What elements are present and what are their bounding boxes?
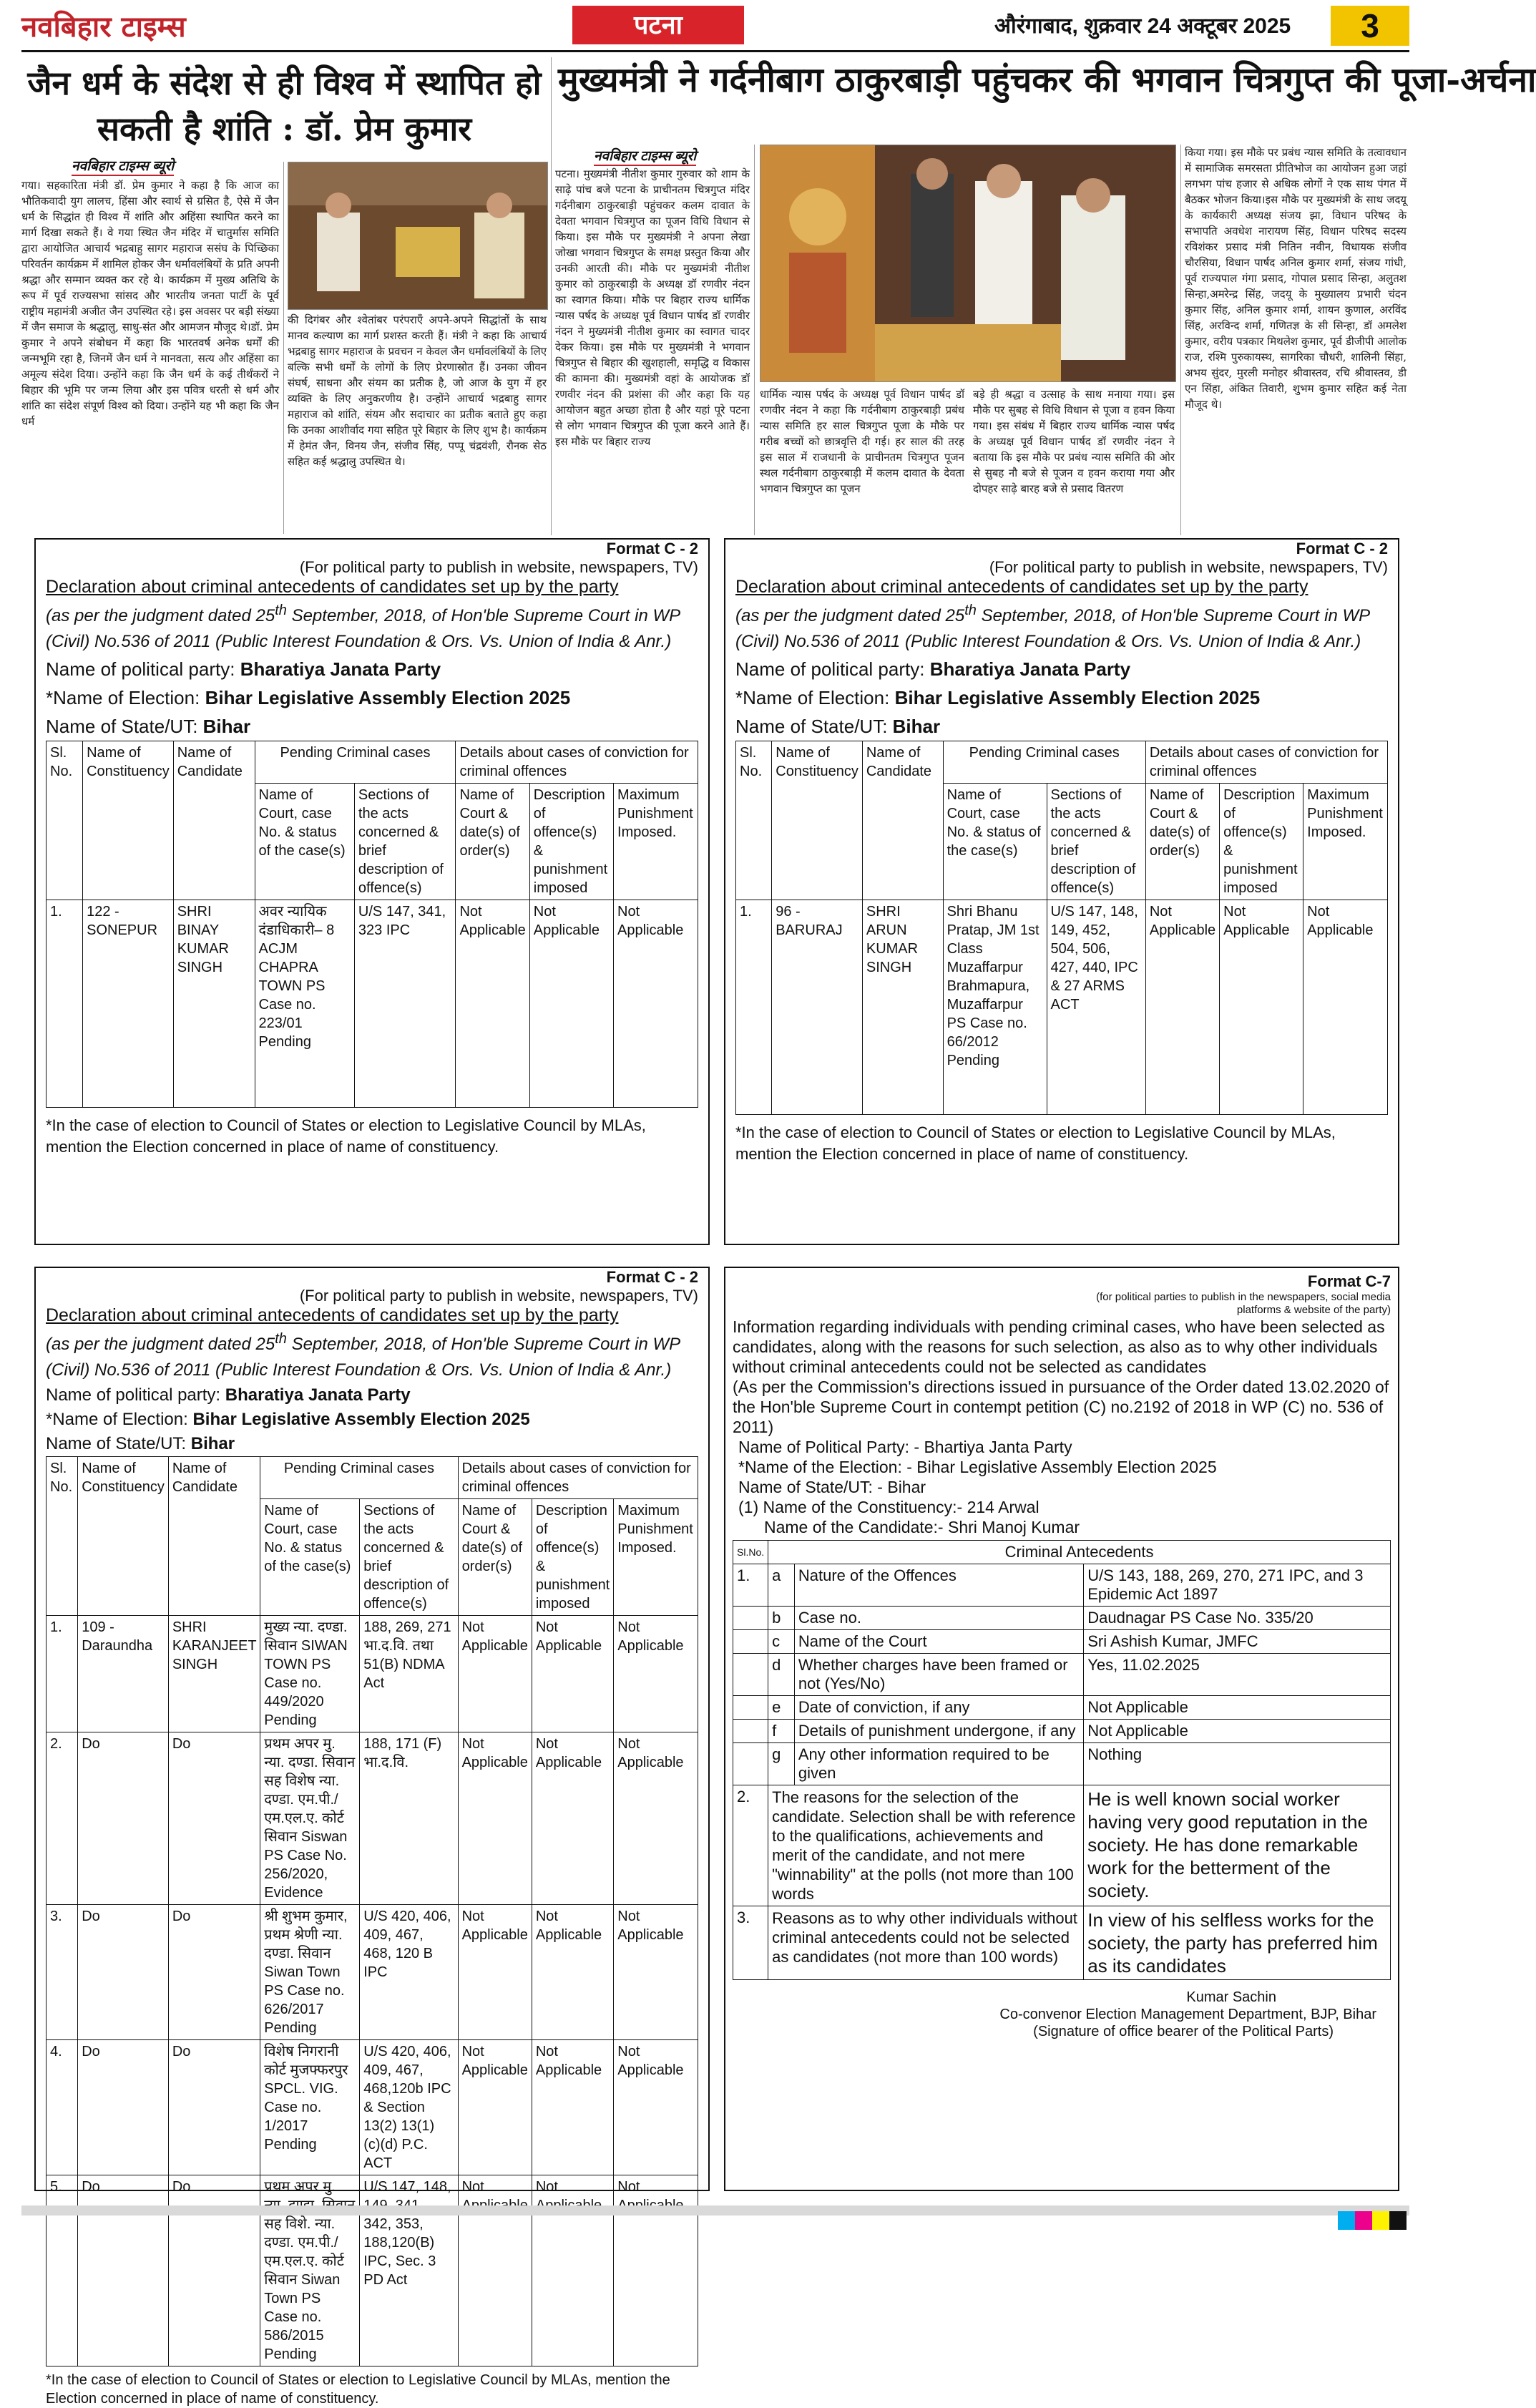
article2-photo xyxy=(760,145,1176,382)
table-row: 2. The reasons for the selection of the candidate. Selection shall be with reference to the qualifications, achievements and merit of the candidate, and not mere "winnability" at the polls (not more than 100 words He is well known social worker having very good reputation in the society. He has done remarkable work for the betterment of the society. xyxy=(733,1785,1391,1906)
header-constituency: Name of Constituency xyxy=(83,741,174,900)
form-c2-sonepur xyxy=(34,538,710,1245)
page-number: 3 xyxy=(1331,6,1409,46)
judgment-reference: (as per the judgment dated 25th September, 2018, of Hon'ble Supreme Court in WP (Civil) No.536 of 2011 (Public Interest Foundation & Ors. Vs. Union of India & Anr.) xyxy=(46,603,680,651)
criminal-cases-table xyxy=(735,741,1388,1115)
party-line: Name of political party: Bharatiya Janata Party xyxy=(735,658,1131,680)
signatory-role: Co-convenor Election Management Department, BJP, Bihar xyxy=(999,2007,1376,2022)
table-row: 1. 122 - SONEPUR SHRI BINAY KUMAR SINGH अवर न्यायिक दंडाधिकारी– 8 ACJM CHAPRA TOWN PS Case no. 223/01 Pending U/S 147, 341, 323 IPC Not Applicable Not Applicable Not Applicable xyxy=(47,900,698,1108)
judgment-reference: (as per the judgment dated 25th September, 2018, of Hon'ble Supreme Court in WP (Civil) No.536 of 2011 (Public Interest Foundation & Ors. Vs. Union of India & Anr.) xyxy=(735,603,1370,651)
header-sl: Sl. No. xyxy=(47,1457,78,1616)
election-line: *Name of Election: Bihar Legislative Assembly Election 2025 xyxy=(46,687,571,708)
table-row: e Date of conviction, if any Not Applicable xyxy=(733,1696,1391,1720)
header-court: Name of Court, case No. & status of the case(s) xyxy=(255,784,354,900)
form-number: Format C - 2 xyxy=(606,1268,698,1286)
party-line: Name of political party: Bharatiya Janata Party xyxy=(46,658,441,680)
criminal-antecedents-table xyxy=(733,1540,1391,1980)
table-row: 1. 96 - BARURAJ SHRI ARUN KUMAR SINGH Shri Bhanu Pratap, JM 1st Class Muzaffarpur Brahmapura, Muzaffarpur PS Case no. 66/2012 Pending U/S 147, 148, 149, 452, 504, 506, 427, 440, IPC & 27 ARMS ACT Not Applicable Not Applicable Not Applicable xyxy=(736,900,1388,1115)
table-row: 2. Do Do प्रथम अपर मु. न्या. दण्डा. सिवान सह विशेष न्या. दण्डा. एम.पी./एम.एल.ए. कोर्ट सिवान Siswan PS Case No. 256/2020, Evidence 188, 171 (F) भा.द.वि. Not Applicable Not Applicable Not Applicable xyxy=(47,1732,698,1905)
article2-headline: मुख्यमंत्री ने गर्दनीबाग ठाकुरबाड़ी पहुंचकर की भगवान चित्रगुप्त की पूजा-अर्चना xyxy=(558,60,1536,100)
header-court: Name of Court, case No. & status of the case(s) xyxy=(943,784,1047,900)
party-line: Name of Political Party: - Bhartiya Janta Party xyxy=(738,1438,1072,1456)
header-conviction: Details about cases of conviction for criminal offences xyxy=(458,1457,698,1499)
header-conviction: Details about cases of conviction for criminal offences xyxy=(456,741,698,784)
article1-photo xyxy=(288,162,548,310)
article1-byline: नवबिहार टाइम्स ब्यूरो xyxy=(72,156,174,176)
form-purpose: (For political party to publish in website, newspapers, TV) xyxy=(299,1287,698,1305)
table-row: 3. Reasons as to why other individuals without criminal antecedents could not be selected as candidates (not more than 100 words) In view of his selfless works for the society, the party has preferred him as its candidates xyxy=(733,1906,1391,1980)
header-court-date: Name of Court & date(s) of order(s) xyxy=(456,784,529,900)
chief-minister-puja-photo-icon xyxy=(760,145,1175,381)
signature-block xyxy=(733,1989,1391,2040)
table-row: 1. a Nature of the Offences U/S 143, 188, 269, 270, 271 IPC, and 3 Epidemic Act 1897 xyxy=(733,1564,1391,1607)
header-pending: Pending Criminal cases xyxy=(943,741,1145,784)
header-max-punishment: Maximum Punishment Imposed. xyxy=(614,1499,698,1616)
header-sections: Sections of the acts concerned & brief description of offence(s) xyxy=(354,784,456,900)
form-number: Format C - 2 xyxy=(606,540,698,557)
table-row: 3. Do Do श्री शुभम कुमार, प्रथम श्रेणी न्या. दण्डा. सिवान Siwan Town PS Case no. 626/2017 Pending U/S 420, 406, 409, 467, 468, 120 B IPC Not Applicable Not Applicable Not Applicable xyxy=(47,1905,698,2040)
column-divider xyxy=(1180,145,1181,535)
header-description: Description of offence(s) & punishment imposed xyxy=(1220,784,1303,900)
form-purpose: (For political party to publish in website, newspapers, TV) xyxy=(989,558,1388,576)
election-line: *Name of the Election: - Bihar Legislative Assembly Election 2025 xyxy=(738,1458,1217,1476)
masthead xyxy=(21,6,1409,49)
table-row: c Name of the Court Sri Ashish Kumar, JMFC xyxy=(733,1630,1391,1654)
form-purpose: (for political parties to publish in the newspapers, social media platforms & website of the party) xyxy=(1096,1291,1391,1316)
column-divider xyxy=(754,145,755,535)
column-divider xyxy=(551,57,552,535)
header-pending: Pending Criminal cases xyxy=(255,741,456,784)
header-court: Name of Court, case No. & status of the case(s) xyxy=(260,1499,360,1616)
header-court-date: Name of Court & date(s) of order(s) xyxy=(1145,784,1219,900)
state-line: Name of State/UT: Bihar xyxy=(735,716,941,737)
header-criminal-antecedents: Criminal Antecedents xyxy=(768,1541,1391,1564)
declaration-title: Declaration about criminal antecedents of candidates set up by the party xyxy=(46,577,619,597)
criminal-cases-table xyxy=(46,1456,698,2366)
header-description: Description of offence(s) & punishment imposed xyxy=(529,784,613,900)
article1-column-1: गया। सहकारिता मंत्री डॉ. प्रेम कुमार ने कहा है कि आज का भौतिकवादी युग लालच, हिंसा और स्वार्थ से ग्रसित है, ऐसे में जैन धर्म के सिद्धांत ही विश्व में शांति और अहिंसा स्थापित करने का मार्ग दिखा सकते हैं। वे गया स्थित जैन मंदिर में चातुर्मास समिति द्वारा आयोजित आचार्य भद्रबाहु सागर महाराज ससंघ के पिच्छिका परिवर्तन कार्यक्रम में शामिल होकर जैन धर्मावलंबियों के प्रति अपनी श्रद्धा और सम्मान व्यक्त कर रहे थे। कार्यक्रम में मुख्य अतिथि के रूप में पूर्व राज्यसभा सांसद और भारतीय जनता पार्टी के पूर्व राष्ट्रीय महामंत्री अजीत जैन उपस्थित रहे। इस अवसर पर बड़ी संख्या में जैन समाज के श्रद्धालु, साधु-संत और आमजन मौजूद थे।डॉ. प्रेम कुमार ने अपने संबोधन में कहा कि भारतवर्ष अनेक धर्मों की जन्मभूमि रहा है, जिनमें जैन धर्म ने मानवता, सत्य और अहिंसा का अमूल्य संदेश दिया। उन्होंने कहा कि जैन धर्म के कई तीर्थंकरों ने बिहार की भूमि पर जन्म लिया और इस पवित्र धरती से धर्म और शांति का संदेश संपूर्ण विश्व को दिया। उन्होंने यह भी कहा कि जैन धर्म xyxy=(21,179,279,428)
form-intro: Information regarding individuals with pending criminal cases, who have been selected as candidates, along with the reasons for such selection, as also as to why other individuals without criminal antecedents could not be selected as candidates xyxy=(733,1317,1385,1376)
header-candidate: Name of Candidate xyxy=(173,741,255,900)
article2-column-4: किया गया। इस मौके पर प्रबंध न्यास समिति के तत्वावधान में सामाजिक समरसता प्रीतिभोज का आयोजन हुआ जहां लगभग पांच हजार से अधिक लोगों ने एक साथ पंगत में बैठकर भोजन किया।इस मौके पर मुख्यमंत्री के साथ जदयू के कार्यकारी अध्यक्ष संजय झा, विधान परिषद के सभापति अवधेश नारायण सिंह, विधान परिषद सदस्य रविशंकर प्रसाद मंत्री नितिन नवीन, विधायक संजीव चौरसिया, विधान पार्षद अनिल कुमार शर्मा, संजय गांधी, पूर्व राज्यपाल गंगा प्रसाद, गोपाल प्रसाद सिन्हा, अलुतश सिन्हा,अमरेन्द्र सिंह, जदयू के मुख्यालय प्रभारी चंदन कुमार सिंह, अनिल कुमार शर्मा, शायन कुणाल, अरविंद सिंह, अरविन्द शर्मा, गणितज्ञ के सी सिन्हा, डॉ अमलेश कुमार, वरीय पत्रकार मिथलेश कुमार, पूर्व डीजीपी आलोक राज, रश्मि पुरुकायस्थ, सागरिका चौधरी, शालिनी सिंहा, अभय सुंदर, मुरली मनोहर श्रीवास्तव, रचि श्रीवास्तव, डी एन सिंहा, अंकित तिवारी, शुभम कुमार सहित कई नेता मौजूद थे। xyxy=(1185,146,1407,411)
table-row: 5. Do Do प्रथम अपर मु. सह विशे. न्या. दण्डा. एम.पी./एम.एल.ए. कोर्ट सिवान Siwan Town PS Case no. 586/2015 Pending U/S 147, 148, 342, 353, 188,120(B) IPC, Sec. 3 PD Act Not Not Not xyxy=(47,2175,698,2366)
form-footnote: *In the case of election to Council of States or election to Legislative Council by MLAs, mention the Election concerned in place of name of constituency. xyxy=(46,1116,646,1156)
city-band: पटना xyxy=(572,6,744,44)
header-max-punishment: Maximum Punishment Imposed. xyxy=(614,784,698,900)
header-description: Description of offence(s) & punishment imposed xyxy=(532,1499,613,1616)
signatory-name: Kumar Sachin xyxy=(1186,1989,1276,2005)
state-line: Name of State/UT: Bihar xyxy=(46,716,251,737)
election-line: *Name of Election: Bihar Legislative Assembly Election 2025 xyxy=(46,1410,530,1429)
signature-note: (Signature of office bearer of the Political Parts) xyxy=(1033,2024,1334,2039)
jain-ceremony-photo-icon xyxy=(288,162,547,309)
article2-byline: नवबिहार टाइम्स ब्यूरो xyxy=(594,146,696,166)
state-line: Name of State/UT: Bihar xyxy=(46,1434,235,1453)
header-pending: Pending Criminal cases xyxy=(260,1457,458,1499)
form-c7-arwal xyxy=(724,1267,1399,2191)
form-purpose: (For political party to publish in website, newspapers, TV) xyxy=(299,558,698,576)
header-candidate: Name of Candidate xyxy=(168,1457,260,1616)
table-row: d Whether charges have been framed or not (Yes/No) Yes, 11.02.2025 xyxy=(733,1654,1391,1696)
table-row: 1. 109 - Daraundha SHRI KARANJEET SINGH मुख्य न्या. दण्डा. सिवान SIWAN TOWN PS Case no. 449/2020 Pending 188, 269, 271 भा.द.वि. तथा 51(B) NDMA Act Not Applicable Not Applicable Not Applicable xyxy=(47,1616,698,1732)
header-max-punishment: Maximum Punishment Imposed. xyxy=(1303,784,1388,900)
dateline: औरंगाबाद, शुक्रवार 24 अक्टूबर 2025 xyxy=(994,14,1291,38)
article2-column-1: पटना। मुख्यमंत्री नीतीश कुमार गुरुवार को शाम के साढ़े पांच बजे पटना के प्राचीनतम चित्रगुप्त मंदिर गर्दनीबाग ठाकुरबाड़ी पहुंचकर कलम दावात के देवता भगवान चित्रगुप्त का पूजन विधि विधान से किया। इस मौके पर मुख्यमंत्री ने अपना लेखा जोखा भगवान चित्रगुप्त के समक्ष प्रस्तुत किया और उनकी आरती की। मौके पर मुख्यमंत्री नीतीश कुमार को ठाकुरबाड़ी के अध्यक्ष डॉ रणवीर नंदन का स्वागत किया। मौके पर बिहार राज्य धार्मिक न्यास पर्षद के अध्यक्ष पूर्व विधान पार्षद डॉ रणवीर नंदन ने मुख्यमंत्री नीतीश कुमार का स्वागत चादर देकर किया। इस मौके पर मुख्यमंत्री ने भगवान चित्रगुप्त से बिहार की खुशहाली, समृद्धि व विकास की कामना की। मुख्यमंत्री वहां के आयोजक डॉ रणवीर नंदन की प्रशंसा की और कहा कि यह आयोजन बहुत अच्छा होता है और यहां पूरे पटना से लोग भगवान चित्रगुप्त की पूजा करने आते हैं।इस मौके पर बिहार राज्य xyxy=(555,167,750,448)
header-constituency: Name of Constituency xyxy=(772,741,863,900)
party-line: Name of political party: Bharatiya Janata Party xyxy=(46,1385,411,1405)
header-sections: Sections of the acts concerned & brief description of offence(s) xyxy=(360,1499,458,1616)
header-candidate: Name of Candidate xyxy=(862,741,943,900)
article1-column-2: की दिगंबर और श्वेतांबर परंपराएँ अपने-अपने सिद्धांतों के साथ मानव कल्याण का मार्ग प्रशस्त करती हैं। मंत्री ने कहा कि आचार्य भद्रबाहु सागर महाराज के प्रवचन न केवल जैन धर्मावलंबियों के लिए बल्कि सभी धर्मों के लोगों के लिए प्रेरणास्रोत हैं। उनका जीवन संघर्ष, साधना और संयम का प्रतीक है, जो आज के युग में हर व्यक्ति के लिए अनुकरणीय है। उन्होंने आचार्य भद्रबाहु सागर महाराज को शांति, संयम और सदाचार का प्रतीक बताते हुए कहा कि उनका आशीर्वाद गया सहित पूरे बिहार के लिए शुभ है। कार्यक्रम में हेमंत जैन, विनय जैन, संजीव सिंह, पप्पू चंद्रवंशी, रौनक सेठ सहित कई श्रद्धालु उपस्थित थे। xyxy=(288,313,547,468)
form-c2-daraundha xyxy=(34,1267,710,2407)
cmyk-registration-icon xyxy=(1338,2211,1407,2230)
table-row: 4. Do Do विशेष निगरानी कोर्ट मुजफ्फरपुर SPCL. VIG. Case no. 1/2017 Pending U/S 420, 406, 409, 467, 468,120b IPC & Section 13(2) 13(1) (c)(d) P.C. ACT Not Applicable Not Applicable Not Applicable xyxy=(47,2040,698,2175)
constituency-line: (1) Name of the Constituency:- 214 Arwal xyxy=(738,1498,1040,1516)
judgment-reference: (as per the judgment dated 25th September, 2018, of Hon'ble Supreme Court in WP (Civil) No.536 of 2011 (Public Interest Foundation & Ors. Vs. Union of India & Anr.) xyxy=(46,1331,680,1380)
table-row: g Any other information required to be given Nothing xyxy=(733,1743,1391,1785)
column-divider xyxy=(283,162,284,534)
form-number: Format C - 2 xyxy=(1296,540,1388,557)
header-sl: Sl. No. xyxy=(47,741,83,900)
header-sl: Sl. No. xyxy=(736,741,772,900)
table-row: f Details of punishment undergone, if any Not Applicable xyxy=(733,1720,1391,1743)
form-number: Format C-7 xyxy=(1307,1272,1391,1290)
form-directions: (As per the Commission's directions issued in pursuance of the Order dated 13.02.2020 of the Hon'ble Supreme Court in contempt petition (C) no.2192 of 2018 in WP (C) no. 536 of 2011) xyxy=(733,1378,1389,1436)
header-sl: Sl.No. xyxy=(733,1541,768,1564)
header-constituency: Name of Constituency xyxy=(78,1457,169,1616)
bottom-strip xyxy=(21,2205,1409,2216)
table-row: b Case no. Daudnagar PS Case No. 335/20 xyxy=(733,1607,1391,1630)
article1-headline: जैन धर्म के संदेश से ही विश्व में स्थापित हो सकती है शांति : डॉ. प्रेम कुमार xyxy=(27,64,542,148)
article2-column-2: धार्मिक न्यास पर्षद के अध्यक्ष पूर्व विधान पार्षद डॉ रणवीर नंदन ने कहा कि गर्दनीबाग ठाकुरबाड़ी प्रबंध न्यास समिति हर साल चित्रगुप्त पूजा के मौके पर गरीब बच्चों को छात्रवृत्ति दी गई। हर साल की तरह इस साल में राजधानी के प्राचीनतम चित्रगुप्त पूजन स्थल गर्दनीबाग ठाकुरबाड़ी में कलम दावात के देवता भगवान चित्रगुप्त का पूजन xyxy=(760,388,964,495)
criminal-cases-table xyxy=(46,741,698,1108)
header-conviction: Details about cases of conviction for criminal offences xyxy=(1145,741,1387,784)
header-court-date: Name of Court & date(s) of order(s) xyxy=(458,1499,532,1616)
header-sections: Sections of the acts concerned & brief description of offence(s) xyxy=(1047,784,1145,900)
state-line: Name of State/UT: - Bihar xyxy=(738,1478,926,1496)
form-footnote: *In the case of election to Council of States or election to Legislative Council by MLAs, mention the Election concerned in place of name of constituency. xyxy=(735,1123,1336,1163)
newspaper-logo: नवबिहार टाइम्स xyxy=(21,10,186,44)
declaration-title: Declaration about criminal antecedents of candidates set up by the party xyxy=(735,577,1308,597)
article2-column-3: बड़े ही श्रद्धा व उत्साह के साथ मनाया गया। इस मौके पर सुबह से विधि विधान से पूजा व हवन किया गया। इस संबंध में बिहार राज्य धार्मिक न्यास पर्षद के अध्यक्ष पूर्व विधान पार्षद डॉ रणवीर नंदन ने बताया कि इस मौके पर प्रबंध न्यास समिति की ओर से सुबह नौ बजे से पूजन व हवन कराया गया और दोपहर साढ़े बारह बजे से प्रसाद वितरण xyxy=(973,388,1175,495)
form-c2-baruraj xyxy=(724,538,1399,1245)
form-footnote: *In the case of election to Council of States or election to Legislative Council by MLAs, mention the Election concerned in place of name of constituency. xyxy=(46,2372,670,2407)
election-line: *Name of Election: Bihar Legislative Assembly Election 2025 xyxy=(735,687,1261,708)
declaration-title: Declaration about criminal antecedents of candidates set up by the party xyxy=(46,1305,619,1325)
candidate-line: Name of the Candidate:- Shri Manoj Kumar xyxy=(764,1518,1080,1536)
header-rule xyxy=(21,50,1409,52)
